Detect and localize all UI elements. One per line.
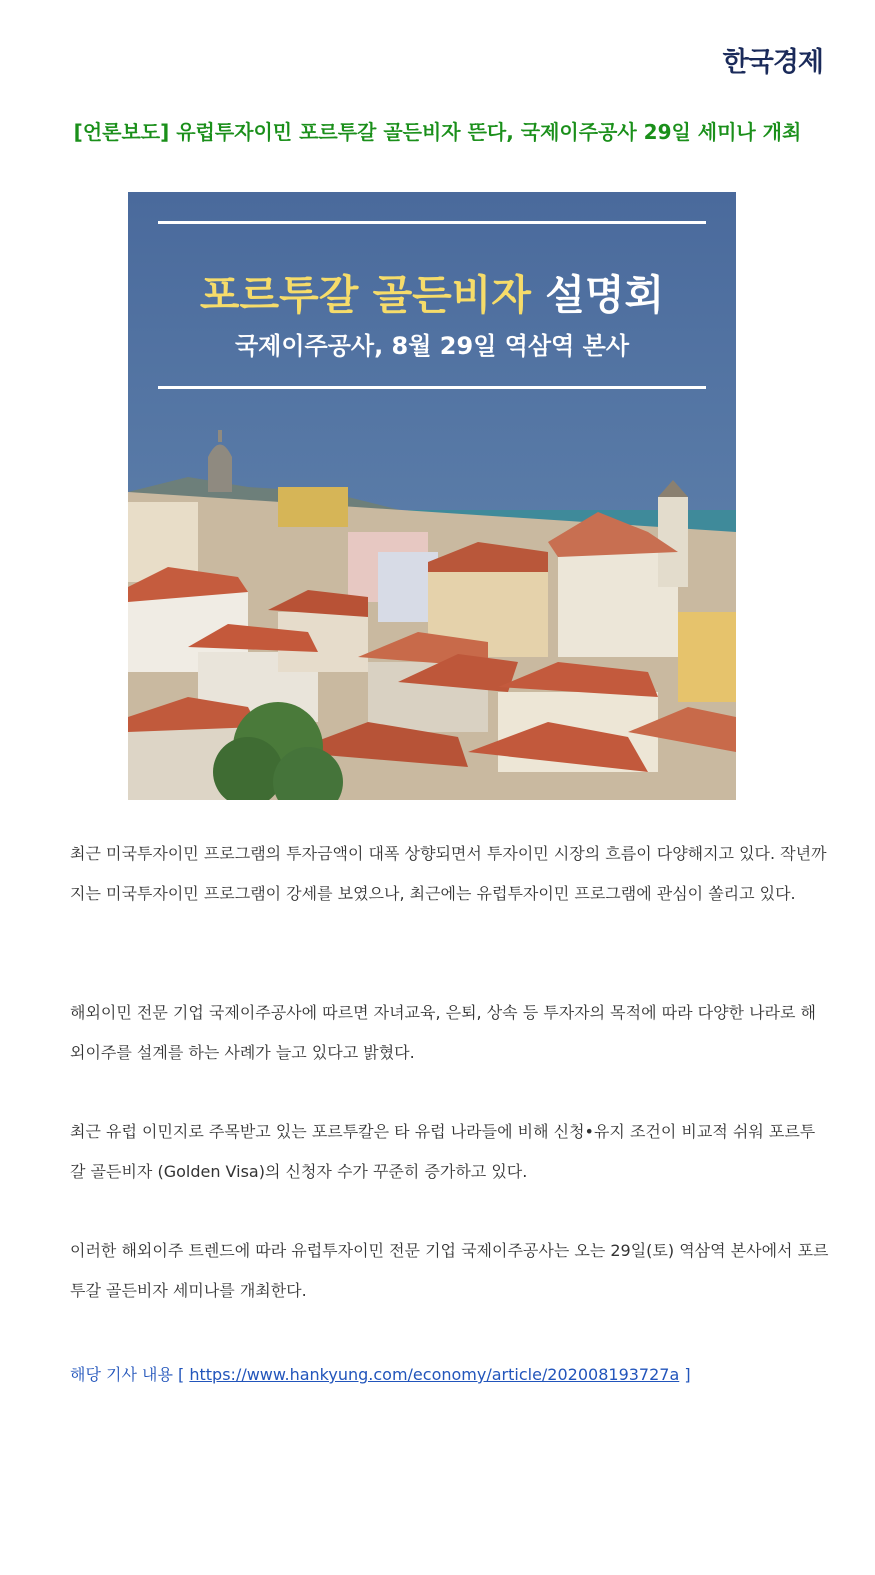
paragraph-3: 최근 유럽 이민지로 주목받고 있는 포르투칼은 타 유럽 나라들에 비해 신청•유지 조건이 비교적 쉬워 포르투갈 골든비자 (Golden Visa)의 신청자 수가 꾸준히 증가하고 있다. [70, 1122, 816, 1181]
banner-title-accent: 포르투갈 골든비자 [199, 271, 531, 319]
banner-subtitle: 국제이주공사, 8월 29일 역삼역 본사 [234, 332, 630, 360]
source-open-bracket: [ [178, 1365, 185, 1384]
banner-title [128, 262, 736, 321]
source-link[interactable]: https://www.hankyung.com/economy/article/202008193727a [189, 1365, 680, 1384]
source-label: 해당 기사 내용 [70, 1365, 173, 1384]
banner-title-plain: 설명회 [545, 271, 665, 319]
paragraph-4: 이러한 해외이주 트렌드에 따라 유럽투자이민 전문 기업 국제이주공사는 오는 29일(토) 역삼역 본사에서 포르투갈 골든비자 세미나를 개최한다. [70, 1241, 829, 1300]
publisher-logo: 한국경제 [722, 47, 823, 78]
article-headline: [언론보도] 유럽투자이민 포르투갈 골든비자 뜬다, 국제이주공사 29일 세미나 개최 [73, 120, 802, 144]
source-line [70, 1355, 691, 1394]
paragraph-1: 최근 미국투자이민 프로그램의 투자금액이 대폭 상향되면서 투자이민 시장의 흐름이 다양해지고 있다. 작년까지는 미국투자이민 프로그램이 강세를 보였으나, 최근에는 유럽투자이민 프로그램에 관심이 쏠리고 있다. [70, 844, 827, 903]
paragraph-2: 해외이민 전문 기업 국제이주공사에 따르면 자녀교육, 은퇴, 상속 등 투자자의 목적에 따라 다양한 나라로 해외이주를 설계를 하는 사례가 늘고 있다고 밝혔다. [70, 1003, 816, 1062]
source-close-bracket: ] [684, 1365, 691, 1384]
